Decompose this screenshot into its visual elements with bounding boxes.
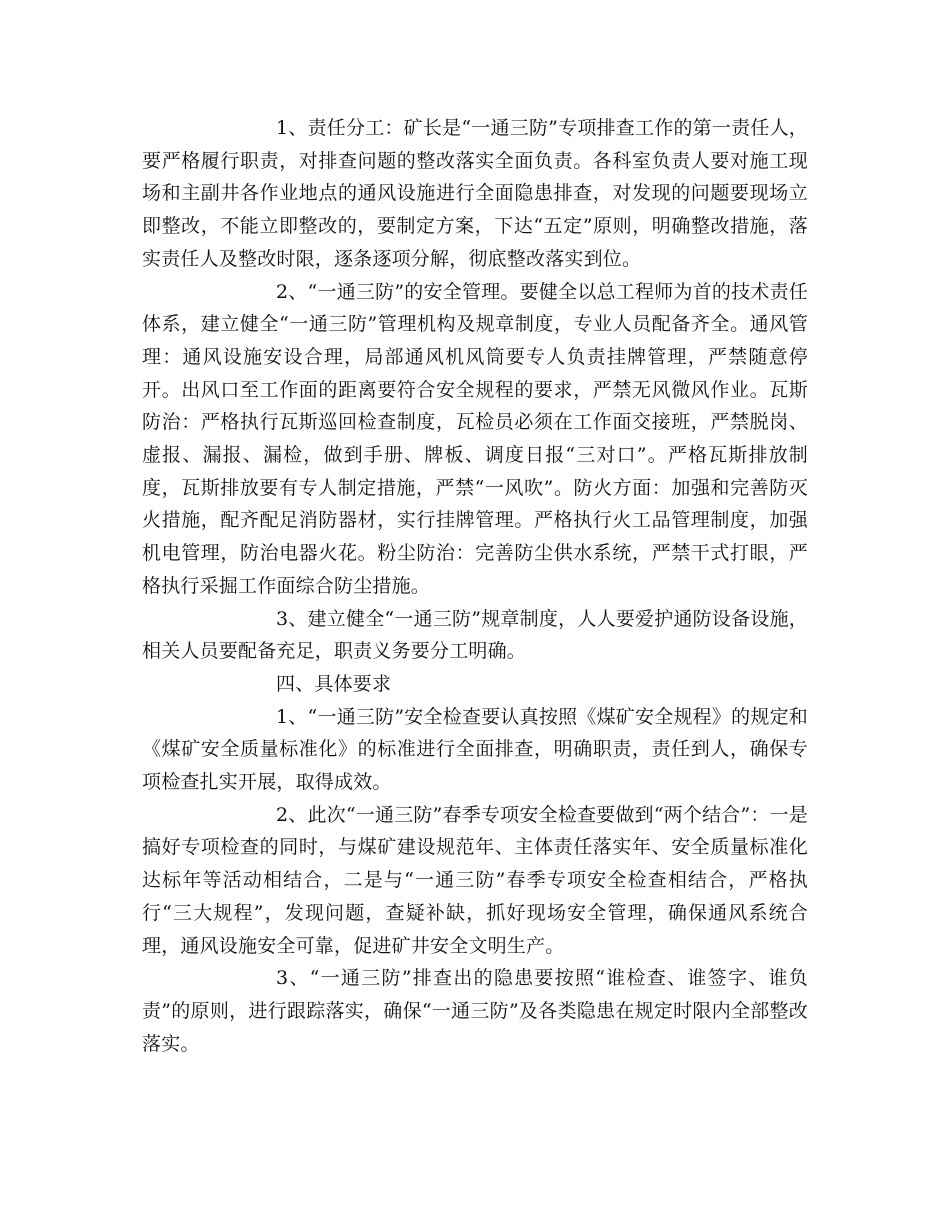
paragraph-inspection-standards: 1、“一通三防”安全检查要认真按照《煤矿安全规程》的规定和《煤矿安全质量标准化》的标准进行全面排查，明确职责，责任到人，确保专项检查扎实开展，取得成效。 (142, 705, 808, 794)
document-body (142, 112, 808, 1060)
paragraph-hazard-follow-up: 3、“一通三防”排查出的隐患要按照“谁检查、谁签字、谁负责”的原则，进行跟踪落实，确保“一通三防”及各类隐患在规定时限内全部整改落实。 (142, 967, 808, 1055)
paragraph-two-combinations: 2、此次“一通三防”春季专项安全检查要做到“两个结合”：一是搞好专项检查的同时，与煤矿建设规范年、主体责任落实年、安全质量标准化达标年等活动相结合，二是与“一通三防”春季专项安全检查相结合，严格执行“三大规程”，发现问题，查疑补缺，抓好现场安全管理，确保通风系统合理，通风设施安全可靠，促进矿井安全文明生产。 (142, 803, 808, 957)
paragraph-safety-management: 2、“一通三防”的安全管理。要健全以总工程师为首的技术责任体系，建立健全“一通三防”管理机构及规章制度，专业人员配备齐全。通风管理：通风设施安设合理，局部通风机风筒要专人负责挂牌管理，严禁随意停开。出风口至工作面的距离要符合安全规程的要求，严禁无风微风作业。瓦斯防治：严格执行瓦斯巡回检查制度，瓦检员必须在工作面交接班，严禁脱岗、虚报、漏报、漏检，做到手册、牌板、调度日报“三对口”。严格瓦斯排放制度，瓦斯排放要有专人制定措施，严禁“一风吹”。防火方面：加强和完善防灭火措施，配齐配足消防器材，实行挂牌管理。严格执行火工品管理制度，加强机电管理，防治电器火花。粉尘防治：完善防尘供水系统，严禁干式打眼，严格执行采掘工作面综合防尘措施。 (142, 280, 808, 597)
paragraph-responsibility-division: 1、责任分工：矿长是“一通三防”专项排查工作的第一责任人，要严格履行职责，对排查问题的整改落实全面负责。各科室负责人要对施工现场和主副井各作业地点的通风设施进行全面隐患排查，对发现的问题要现场立即整改，不能立即整改的，要制定方案，下达“五定”原则，明确整改措施，落实责任人及整改时限，逐条逐项分解，彻底整改落实到位。 (142, 117, 808, 270)
section-heading-specific-requirements: 四、具体要求 (276, 672, 392, 695)
paragraph-rules-and-regulations: 3、建立健全“一通三防”规章制度，人人要爱护通防设备设施，相关人员要配备充足，职责义务要分工明确。 (142, 607, 808, 663)
